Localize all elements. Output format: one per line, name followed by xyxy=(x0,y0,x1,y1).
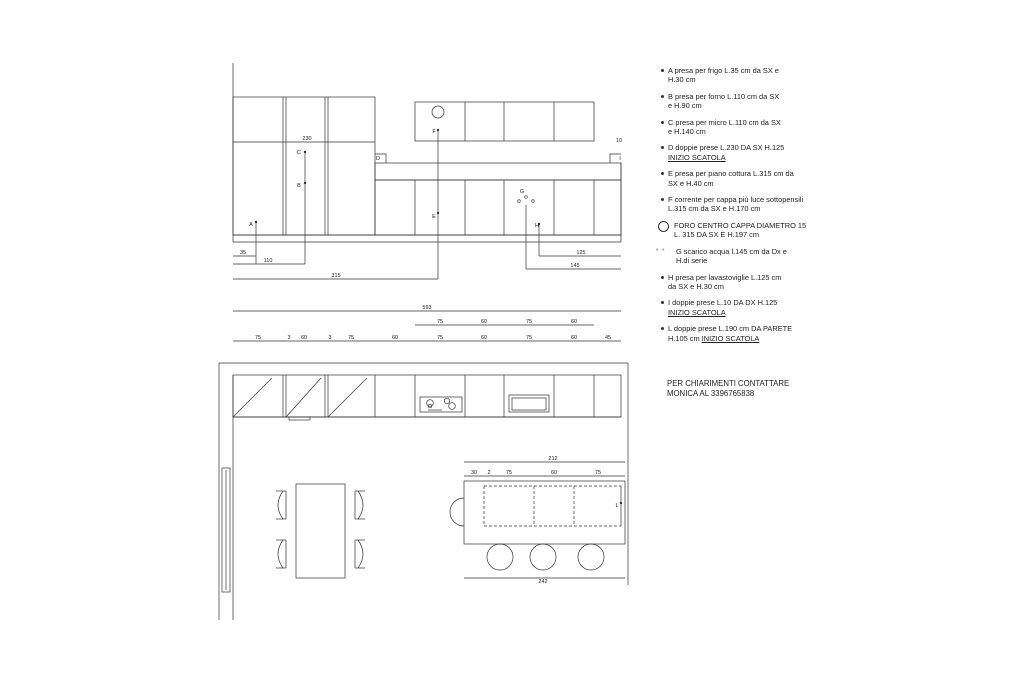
dimension-label: 3 xyxy=(328,335,332,341)
dimension-label: 60 xyxy=(391,335,399,341)
dimension-label: 60 xyxy=(480,319,488,325)
socket-dot-icon xyxy=(661,146,664,149)
legend-item-h: H presa per lavastoviglie L.125 cm da SX e H.30 cm xyxy=(660,273,810,292)
dimension-label: 35 xyxy=(239,250,247,256)
dimension-label: 315 xyxy=(331,273,341,279)
dimension-label: 593 xyxy=(422,305,432,311)
dimension-label: 145 xyxy=(570,263,580,269)
dimension-label: 60 xyxy=(570,335,578,341)
legend-item-b: B presa per forno L.110 cm da SX e H.90 cm xyxy=(660,92,810,111)
socket-dot-icon xyxy=(661,198,664,201)
dimension-label: 10 xyxy=(615,138,623,144)
socket-dot-icon xyxy=(661,69,664,72)
marker-label: E xyxy=(432,214,436,220)
dimension-label: 2 xyxy=(487,470,491,476)
dimension-label: 60 xyxy=(550,470,558,476)
dimension-label: 75 xyxy=(254,335,262,341)
legend xyxy=(656,66,810,350)
legend-item-g: ° ° G scarico acqua l.145 cm da Dx e H.di serie xyxy=(656,246,787,266)
dimension-label: 230 xyxy=(302,136,312,142)
elevation-view xyxy=(233,63,621,341)
dimension-label: 242 xyxy=(538,579,548,585)
tall-unit xyxy=(233,97,375,235)
marker-label: H xyxy=(535,223,539,229)
dimension-label: 60 xyxy=(570,319,578,325)
dimension-label: 30 xyxy=(470,470,478,476)
dimension-label: 75 xyxy=(436,319,444,325)
dimension-label: 75 xyxy=(594,470,602,476)
legend-item-a: A presa per frigo L.35 cm da SX e H.30 cm xyxy=(660,66,810,85)
island xyxy=(464,481,625,544)
dimension-label: 75 xyxy=(347,335,355,341)
dimension-label: 75 xyxy=(525,335,533,341)
legend-item-d: D doppie prese L.230 DA SX H.125 INIZIO SCATOLA xyxy=(660,143,810,162)
hood-hole-symbol xyxy=(432,106,444,118)
drain-dots-icon: ° ° xyxy=(656,248,666,255)
plan-view xyxy=(219,363,628,620)
marker-label: D xyxy=(376,156,380,162)
legend-item-i: I doppie prese L.10 DA DX H.125 INIZIO SCATOLA xyxy=(660,298,810,317)
socket-dot-icon xyxy=(661,327,664,330)
sink xyxy=(509,395,549,412)
dimension-label: 60 xyxy=(300,335,308,341)
socket-dot-icon xyxy=(661,95,664,98)
marker-label: L xyxy=(615,503,619,509)
dimension-label: 110 xyxy=(263,258,273,264)
socket-dot-icon xyxy=(661,172,664,175)
marker-label: C xyxy=(297,150,301,156)
marker-label: G xyxy=(519,189,525,195)
dimension-label: 3 xyxy=(287,335,291,341)
marker-label: I xyxy=(619,156,621,162)
legend-item-e: E presa per piano cottura L.315 cm da SX e H.40 cm xyxy=(660,169,810,188)
dimension-label: 75 xyxy=(505,470,513,476)
contact-note: PER CHIARIMENTI CONTATTARE MONICA AL 3396765838 xyxy=(667,379,790,398)
socket-dot-icon xyxy=(661,121,664,124)
dimension-label: 75 xyxy=(436,335,444,341)
base-cabinets xyxy=(375,180,621,235)
worktop xyxy=(375,163,621,180)
legend-item-c: C presa per micro L.110 cm da SX e H.140 cm xyxy=(660,118,810,137)
marker-label: F xyxy=(432,129,436,135)
dimension-label: 212 xyxy=(548,456,558,462)
legend-item-f: F corrente per cappa più luce sottopensili L.315 cm da SX e H.170 cm xyxy=(660,195,810,214)
marker-label: A xyxy=(249,222,253,228)
socket-dot-icon xyxy=(661,276,664,279)
dining-table xyxy=(296,484,345,578)
dimension-label: 125 xyxy=(576,250,586,256)
legend-item-l: L doppie prese L.190 cm DA PARETE H.105 cm INIZIO SCATOLA xyxy=(660,324,810,343)
circle-icon xyxy=(658,221,669,232)
dimension-label: 45 xyxy=(604,335,612,341)
marker-label: B xyxy=(297,183,301,189)
dimension-label: 75 xyxy=(525,319,533,325)
legend-item-hood-hole: FORO CENTRO CAPPA DIAMETRO 15 L. 315 DA SX E H.197 cm xyxy=(660,221,810,240)
dimension-label: 60 xyxy=(480,335,488,341)
socket-dot-icon xyxy=(661,301,664,304)
